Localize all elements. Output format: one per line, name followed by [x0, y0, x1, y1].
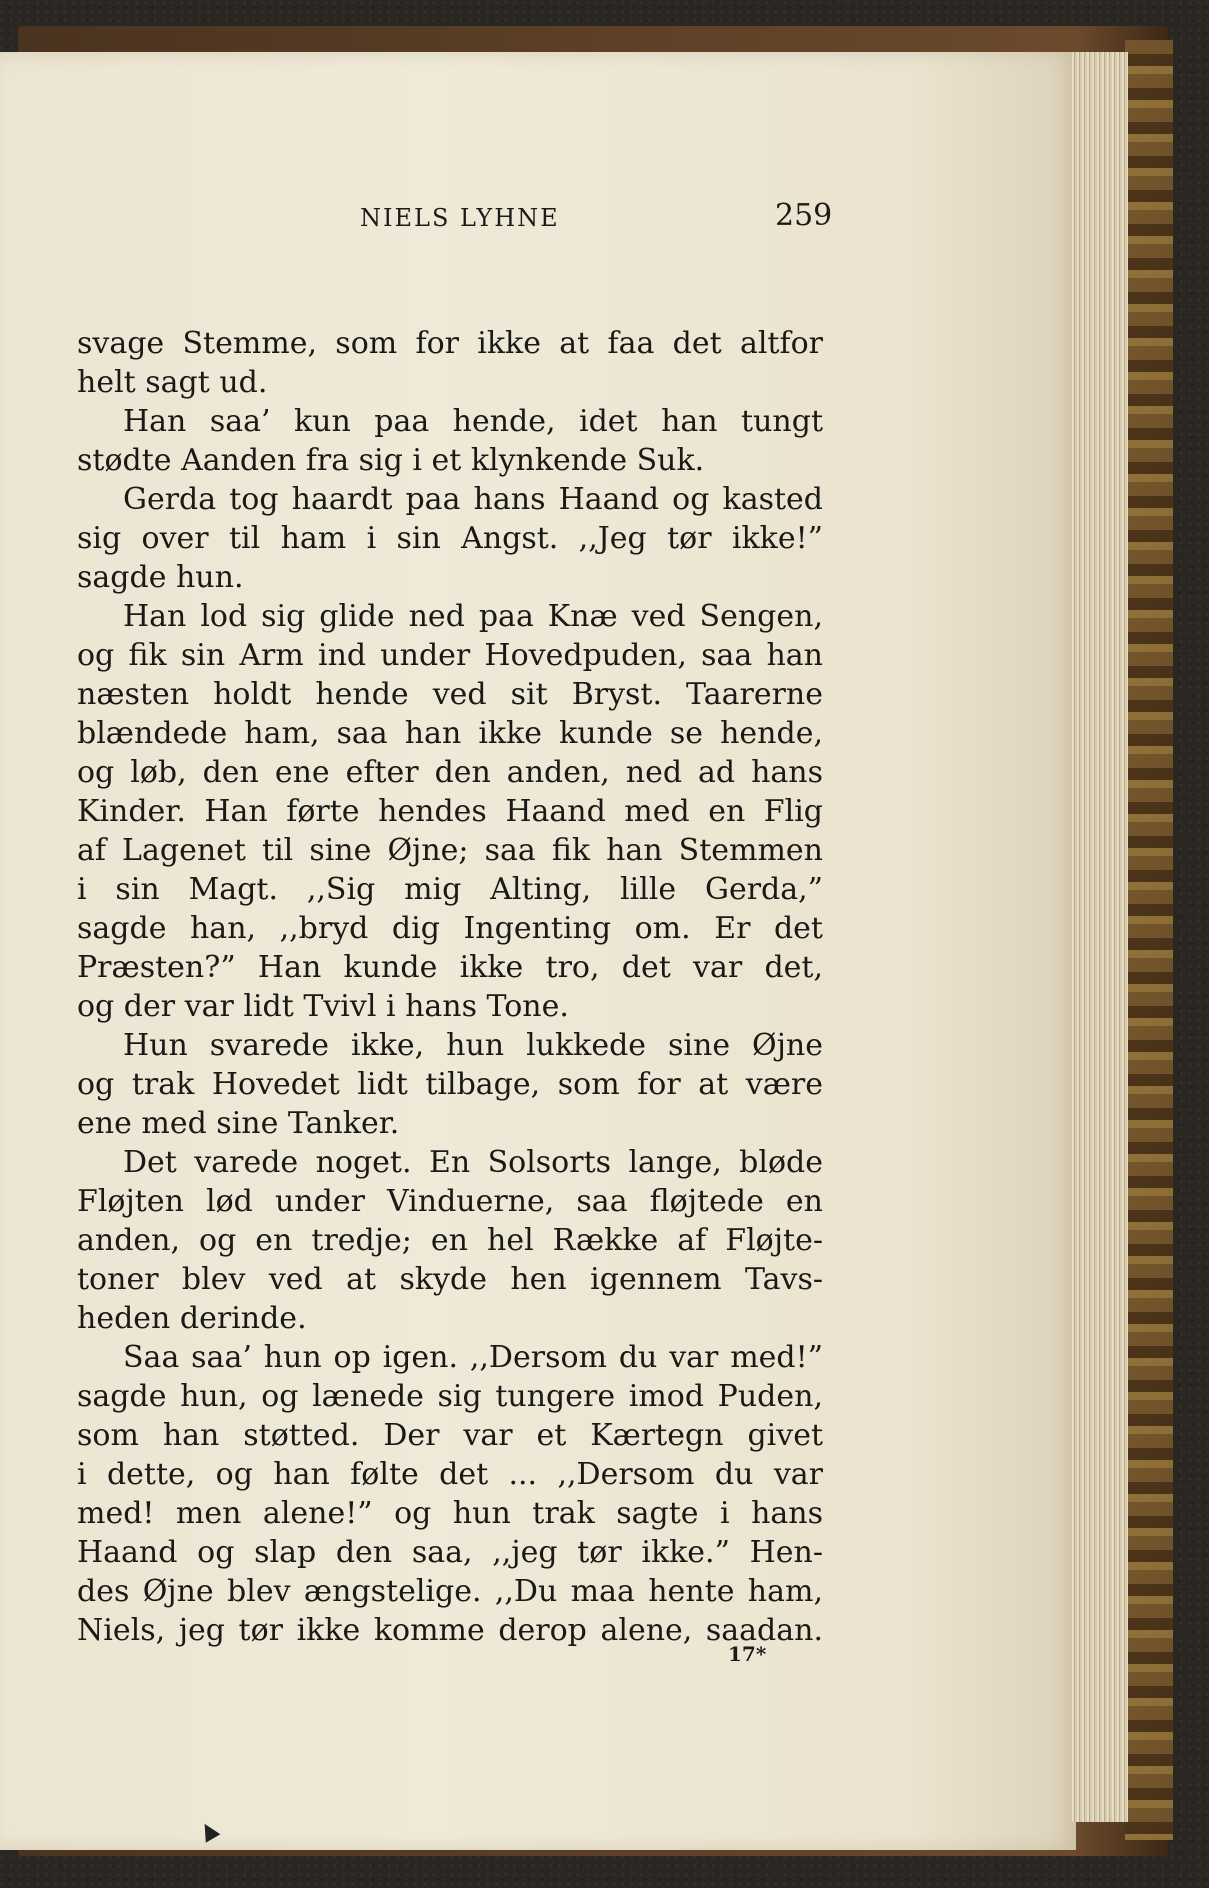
text-line: Han lod sig glide ned paa Knæ ved Sengen,: [123, 599, 823, 634]
text-line: næsten holdt hende ved sit Bryst. Taarerne: [77, 677, 823, 712]
text-line: helt sagt ud.: [77, 365, 268, 400]
text-line: i dette, og han følte det ... ,,Dersom du var: [77, 1457, 823, 1492]
text-line: heden derinde.: [77, 1301, 307, 1336]
ink-mark: ▲: [194, 1815, 223, 1846]
cover-edge: [1125, 40, 1173, 1840]
page-number: 259: [775, 198, 833, 233]
text-line: og trak Hovedet lidt tilbage, som for at være: [77, 1067, 823, 1102]
text-line: Niels, jeg tør ikke komme derop alene, saadan.: [77, 1613, 823, 1648]
text-line: Han saa’ kun paa hende, idet han tungt: [123, 404, 823, 439]
text-line: Det varede noget. En Solsorts lange, bløde: [123, 1145, 823, 1180]
text-line: svage Stemme, som for ikke at faa det altfor: [77, 326, 823, 361]
body-text: [77, 324, 823, 1650]
text-line: og der var lidt Tvivl i hans Tone.: [77, 989, 569, 1024]
text-line: Hun svarede ikke, hun lukkede sine Øjne: [123, 1028, 823, 1063]
text-line: sagde hun.: [77, 560, 244, 595]
text-line: Gerda tog haardt paa hans Haand og kasted: [123, 482, 823, 517]
page-edges: [1072, 52, 1128, 1822]
text-line: med! men alene!” og hun trak sagte i hans: [77, 1496, 823, 1531]
text-line: ene med sine Tanker.: [77, 1106, 400, 1141]
running-head: [0, 198, 1076, 244]
text-line: Præsten?” Han kunde ikke tro, det var det,: [77, 950, 823, 985]
text-line: Haand og slap den saa, ,,jeg tør ikke.” Hen-: [77, 1535, 823, 1570]
text-line: og løb, den ene efter den anden, ned ad hans: [77, 755, 823, 790]
signature-mark: 17*: [728, 1642, 767, 1666]
text-line: blændede ham, saa han ikke kunde se hende,: [77, 716, 823, 751]
text-line: og fik sin Arm ind under Hovedpuden, saa han: [77, 638, 823, 673]
book-page: [0, 52, 1076, 1850]
text-line: som han støtted. Der var et Kærtegn givet: [77, 1418, 823, 1453]
text-line: sagde han, ,,bryd dig Ingenting om. Er det: [77, 911, 823, 946]
text-line: toner blev ved at skyde hen igennem Tavs-: [77, 1262, 823, 1297]
text-line: af Lagenet til sine Øjne; saa fik han Stemmen: [77, 833, 823, 868]
text-line: anden, og en tredje; en hel Række af Fløjte-: [77, 1223, 823, 1258]
running-title: NIELS LYHNE: [360, 204, 560, 232]
text-line: sig over til ham i sin Angst. ,,Jeg tør ikke!”: [77, 521, 823, 556]
text-line: i sin Magt. ,,Sig mig Alting, lille Gerda,”: [77, 872, 823, 907]
text-line: sagde hun, og lænede sig tungere imod Puden,: [77, 1379, 823, 1414]
text-line: Fløjten lød under Vinduerne, saa fløjtede en: [77, 1184, 823, 1219]
text-line: des Øjne blev ængstelige. ,,Du maa hente ham,: [77, 1574, 823, 1609]
text-line: Saa saa’ hun op igen. ,,Dersom du var med!”: [123, 1340, 823, 1375]
text-line: stødte Aanden fra sig i et klynkende Suk.: [77, 443, 705, 478]
text-line: Kinder. Han førte hendes Haand med en Flig: [77, 794, 823, 829]
